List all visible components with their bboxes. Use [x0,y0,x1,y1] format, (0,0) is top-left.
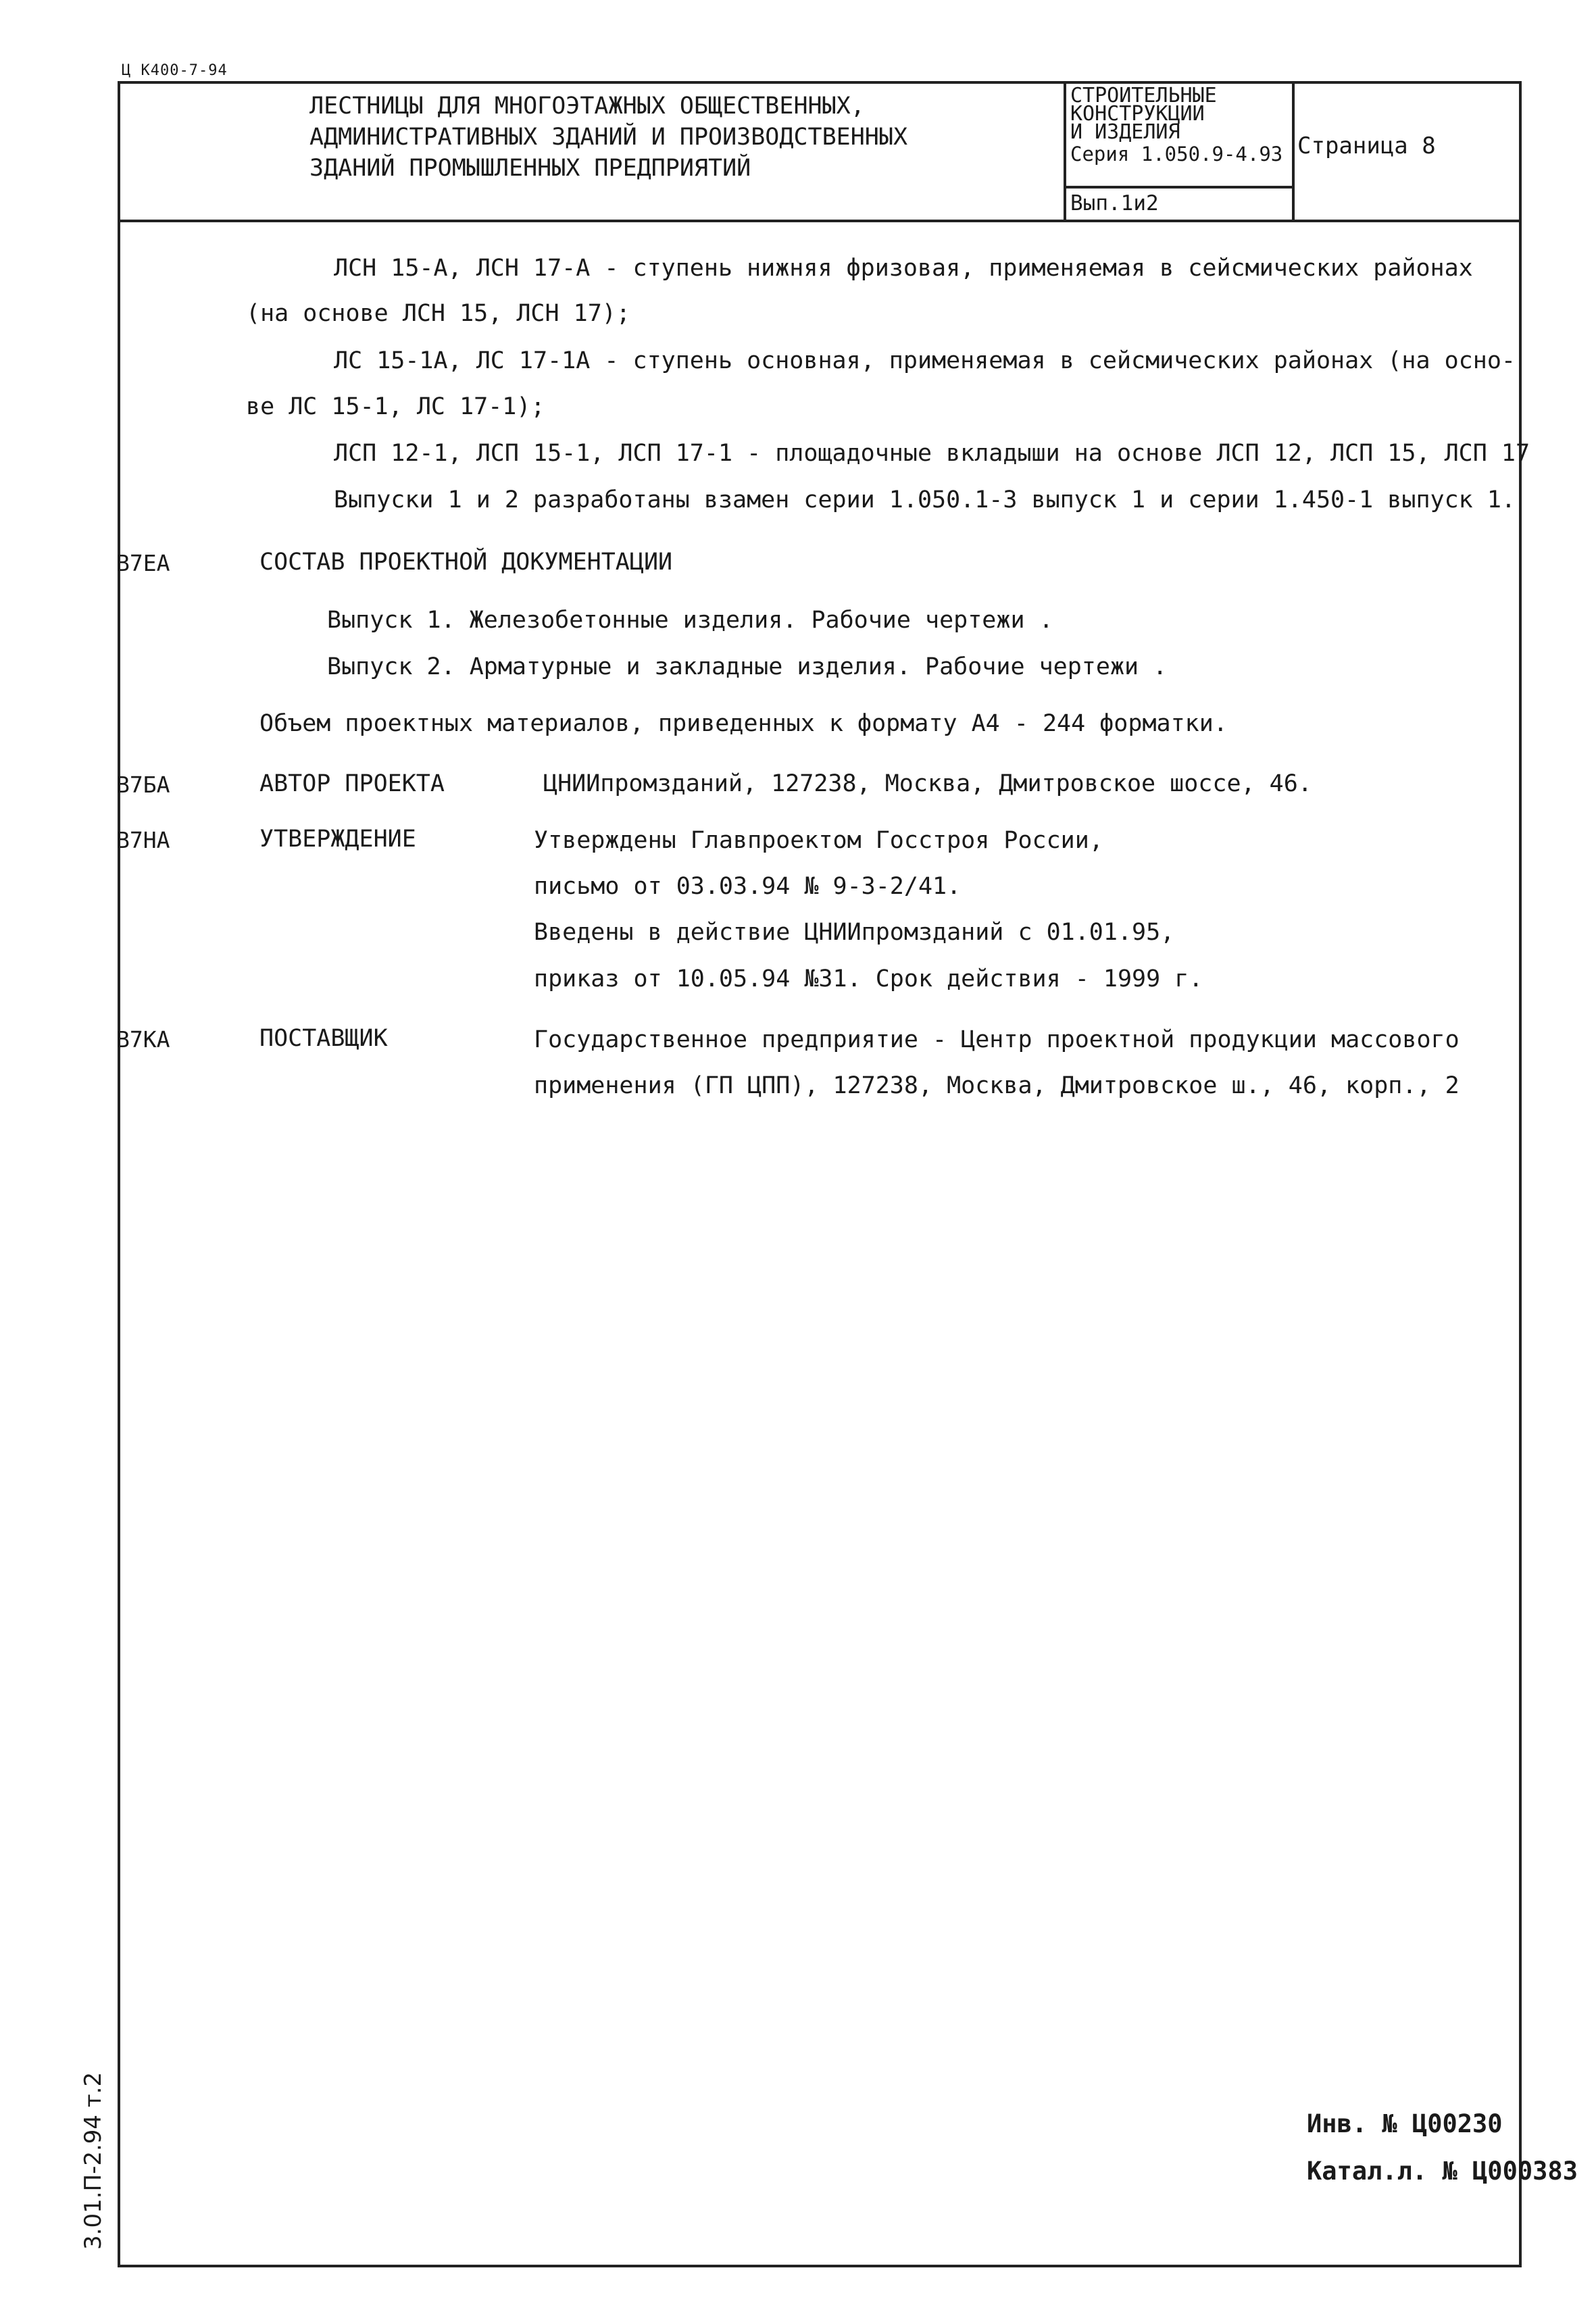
section-code-supplier: В7КА [116,1026,170,1053]
approval-line-1: Утверждены Главпроектом Госстроя России, [534,827,1103,854]
section-code-composition: В7ЕА [116,550,170,576]
author-value: ЦНИИпромзданий, 127238, Москва, Дмитровское шоссе, 46. [543,770,1312,797]
paragraph-1-line-1: ЛСН 15-А, ЛСН 17-А - ступень нижняя фризовая, применяемая в сейсмических районах [334,255,1473,282]
page-number: Страница 8 [1297,132,1436,159]
paragraph-2-line-2: ве ЛС 15-1, ЛС 17-1); [246,393,545,420]
title-line-2: АДМИНИСТРАТИВНЫХ ЗДАНИЙ И ПРОИЗВОДСТВЕННЫХ [309,124,908,151]
document-code: Ц К400-7-94 [122,62,228,79]
section-label-approval: УТВЕРЖДЕНИЕ [259,826,416,853]
paragraph-1-line-2: (на основе ЛСН 15, ЛСН 17); [246,300,630,327]
page-frame [116,81,1578,2267]
paragraph-4: Выпуски 1 и 2 разработаны взамен серии 1.050.1-3 выпуск 1 и серии 1.450-1 выпуск 1. [334,486,1516,513]
title-line-1: ЛЕСТНИЦЫ ДЛЯ МНОГОЭТАЖНЫХ ОБЩЕСТВЕННЫХ, [309,93,865,120]
paragraph-2-line-1: ЛС 15-1А, ЛС 17-1А - ступень основная, применяемая в сейсмических районах (на осно- [334,347,1516,374]
catalog-number: Катал.л. № Ц000383 [1307,2157,1578,2186]
title-line-3: ЗДАНИЙ ПРОМЫШЛЕННЫХ ПРЕДПРИЯТИЙ [309,155,751,182]
category-line-3: И ИЗДЕЛИЯ [1070,120,1180,144]
section-label-author: АВТОР ПРОЕКТА [259,770,445,797]
composition-item-1: Выпуск 1. Железобетонные изделия. Рабочие чертежи . [327,607,1053,634]
inventory-number: Инв. № Ц00230 [1307,2109,1503,2138]
series-cell [1064,84,1295,220]
section-code-approval: В7НА [116,827,170,853]
approval-line-3: Введены в действие ЦНИИпромзданий с 01.01.95, [534,919,1175,946]
approval-line-4: приказ от 10.05.94 №31. Срок действия - 1999 г. [534,965,1203,992]
side-stamp: 3.01.П-2.94 т.2 [80,2071,107,2250]
category-label [1066,84,1292,144]
composition-item-2: Выпуск 2. Арматурные и закладные изделия. Рабочие чертежи . [327,653,1168,680]
title-block [120,84,1519,222]
series-number: Серия 1.050.9-4.93 [1070,143,1283,166]
supplier-line-2: применения (ГП ЦПП), 127238, Москва, Дмитровское ш., 46, корп., 2 [534,1072,1460,1099]
composition-volume: Объем проектных материалов, приведенных к формату А4 - 244 форматки. [259,710,1228,737]
supplier-line-1: Государственное предприятие - Центр проектной продукции массового [534,1026,1460,1053]
category-line-1: СТРОИТЕЛЬНЫЕ [1070,84,1217,107]
document-title [309,91,1161,184]
paragraph-3: ЛСП 12-1, ЛСП 15-1, ЛСП 17-1 - площадочные вкладыши на основе ЛСП 12, ЛСП 15, ЛСП 17 [334,440,1530,467]
release-number: Вып.1и2 [1066,186,1292,220]
category-line-2: КОНСТРУКЦИИ [1070,102,1205,126]
section-label-supplier: ПОСТАВЩИК [259,1025,388,1052]
section-title-composition: СОСТАВ ПРОЕКТНОЙ ДОКУМЕНТАЦИИ [259,549,673,576]
section-code-author: В7БА [116,772,170,798]
approval-line-2: письмо от 03.03.94 № 9-3-2/41. [534,873,962,900]
